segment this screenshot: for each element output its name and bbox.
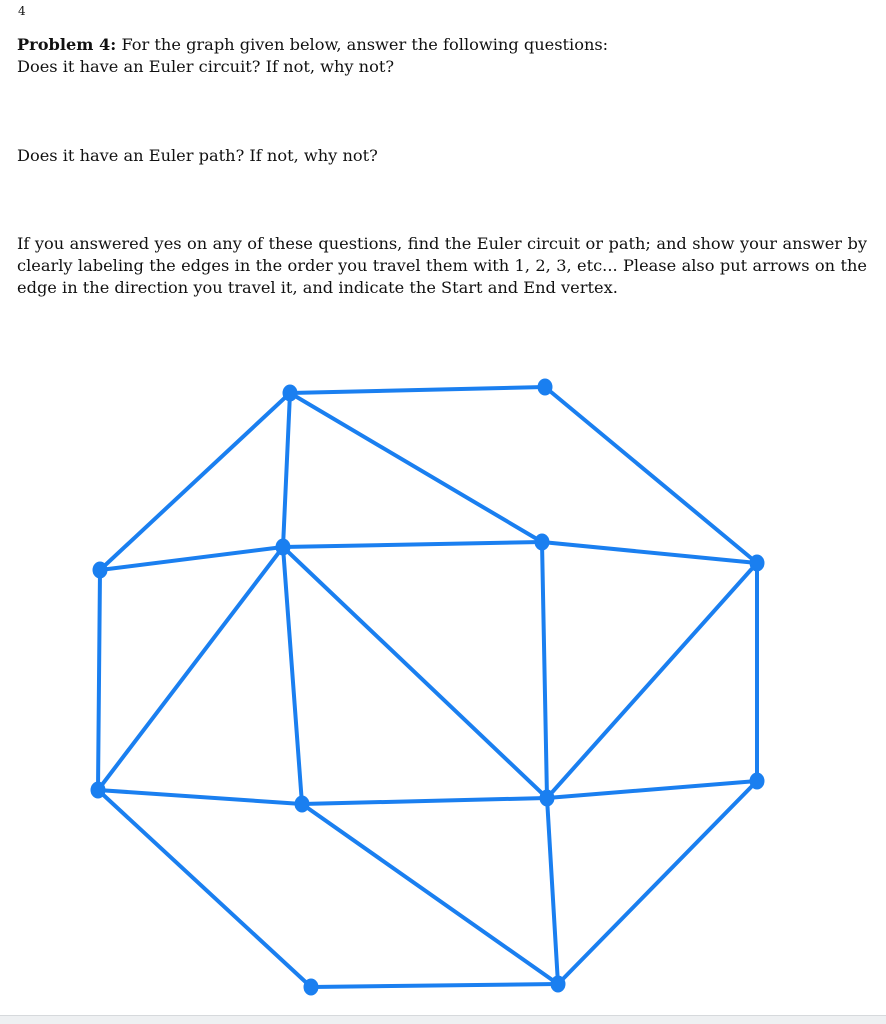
- edge-bottom-left-bottom-right: [311, 984, 558, 987]
- edge-top-left-upper-center-left: [283, 393, 290, 547]
- edge-upper-center-left-lower-left: [98, 547, 283, 790]
- edge-lower-center-left-bottom-right: [302, 804, 558, 984]
- edge-lower-right-bottom-right: [558, 781, 757, 984]
- edge-lower-left-bottom-left: [98, 790, 311, 987]
- edge-upper-left-upper-center-left: [100, 547, 283, 570]
- edge-top-left-top-right: [290, 387, 545, 393]
- edge-lower-left-lower-center-left: [98, 790, 302, 804]
- vertex-bottom-left: [304, 979, 319, 996]
- vertex-top-left: [283, 385, 298, 402]
- question-euler-circuit: Does it have an Euler circuit? If not, why not?: [17, 57, 395, 76]
- edge-upper-left-lower-left: [98, 570, 100, 790]
- vertex-bottom-right: [551, 976, 566, 993]
- vertex-lower-right: [750, 773, 765, 790]
- vertex-upper-left: [93, 562, 108, 579]
- vertex-upper-center-left: [276, 539, 291, 556]
- graph-edges: [98, 387, 757, 987]
- vertex-upper-right: [750, 555, 765, 572]
- instructions-paragraph: If you answered yes on any of these questions, find the Euler circuit or path; and show your answer by clearly labeling the edges in the order you travel them with 1, 2, 3, etc... Please also put arrows on the edge in the direction you travel it, and indicate the Start and End vertex.: [17, 234, 867, 297]
- edge-upper-center-left-lower-center-left: [283, 547, 302, 804]
- edge-upper-center-left-upper-center-right: [283, 542, 542, 547]
- edge-upper-right-lower-center-right: [547, 563, 757, 798]
- edge-upper-center-right-upper-right: [542, 542, 757, 563]
- problem-label: Problem 4:: [17, 35, 117, 54]
- vertex-lower-left: [91, 782, 106, 799]
- edge-lower-center-right-lower-right: [547, 781, 757, 798]
- edge-top-right-upper-right: [545, 387, 757, 563]
- viewer-bottom-bar: [0, 1015, 886, 1024]
- page-number: 4: [18, 4, 26, 18]
- question-euler-path: Does it have an Euler path? If not, why not?: [17, 146, 378, 165]
- edge-top-left-upper-center-right: [290, 393, 542, 542]
- edge-upper-center-right-lower-center-right: [542, 542, 547, 798]
- vertex-upper-center-right: [535, 534, 550, 551]
- vertex-lower-center-right: [540, 790, 555, 807]
- vertex-top-right: [538, 379, 553, 396]
- edge-top-left-upper-left: [100, 393, 290, 570]
- edge-lower-center-left-lower-center-right: [302, 798, 547, 804]
- problem-intro: For the graph given below, answer the following questions:: [121, 35, 609, 54]
- edge-lower-center-right-bottom-right: [547, 798, 558, 984]
- edge-upper-center-left-lower-center-right: [283, 547, 547, 798]
- vertex-lower-center-left: [295, 796, 310, 813]
